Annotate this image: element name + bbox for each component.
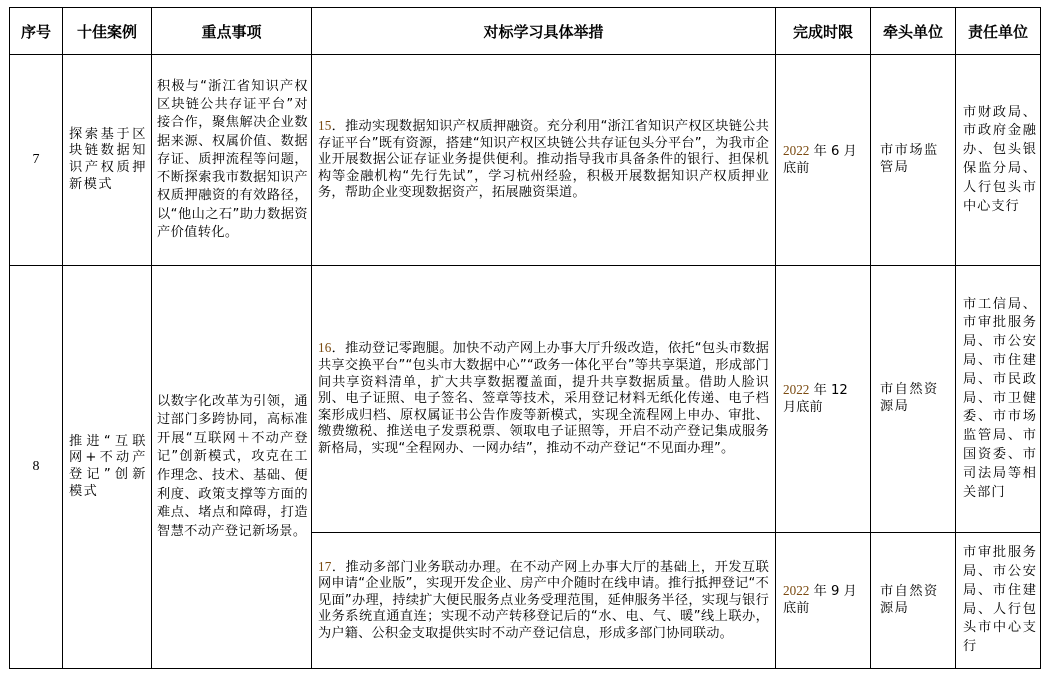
case-name: 探索基于区块链数据知识产权质押新模式 (63, 55, 152, 266)
deadline-rest: 年 9 月底前 (783, 584, 857, 616)
deadline-rest: 年 6 月底前 (783, 143, 857, 176)
row-number: 8 (10, 266, 63, 669)
deadline-year: 2022 (783, 583, 810, 599)
measure-text (312, 55, 776, 266)
focus-item: 积极与“浙江省知识产权区块链公共存证平台”对接合作，聚焦解决企业数据来源、权属价值、数据存证、质押流程等问题，不断探索我市数据知识产权质押融资的有效路径，以“他山之石”助力数据资产价值转化。 (152, 55, 312, 266)
measure-number: 16 (318, 340, 332, 356)
measure-text (312, 266, 776, 533)
measure-body: ．推动实现数据知识产权质押融资。充分利用“浙江省知识产权区块链公共存证平台”既有资源，搭建“知识产权区块链公共存证包头分平台”，为我市企业开展数据公证存证业务提供便利。推动指导我市具备条件的银行、担保机构等金融机构“先行先试”，学习杭州经验，积极开展数据知识产权质押业务，帮助企业变现数据资产，拓展融资渠道。 (318, 119, 769, 201)
deadline-rest: 年 12 月底前 (783, 382, 848, 415)
row-number: 7 (10, 55, 63, 266)
deadline (776, 55, 871, 266)
lead-unit: 市市场监管局 (871, 55, 956, 266)
header-case: 十佳案例 (63, 8, 152, 55)
deadline-year: 2022 (783, 142, 810, 158)
measure-body: ．推动登记零跑腿。加快不动产网上办事大厅升级改造，依托“包头市数据共享交换平台”“包头市大数据中心”“政务一体化平台”等共享渠道，形成部门间共享资料清单，扩大共享数据覆盖面，提升共享数据质量。借助人脸识别、电子证照、电子签名、签章等技术，采用登记材料无纸化传递、电子档案形成归档、原权属证书公告作废等新模式，实现全流程网上申办、审批、缴费缴税、推送电子发票税票、领取电子证照等，开启不动产登记集成服务新格局，实现“全程网办、一网办结”，推动不动产登记“不见面办理”。 (318, 341, 769, 456)
lead-unit: 市自然资源局 (871, 266, 956, 533)
measure-number: 17 (318, 558, 332, 574)
header-no: 序号 (10, 8, 63, 55)
focus-item: 以数字化改革为引领，通过部门多跨协同，高标准开展“互联网＋不动产登记”创新模式，攻克在工作理念、技术、基础、便利度、政策支撑等方面的难点、堵点和障碍，打造智慧不动产登记新场景。 (152, 266, 312, 669)
measure-number: 15 (318, 118, 332, 134)
header-row (10, 8, 1041, 55)
table-row (10, 55, 1041, 266)
header-deadline: 完成时限 (776, 8, 871, 55)
responsible-unit: 市工信局、市审批服务局、市公安局、市住建局、市民政局、市卫健委、市市场监管局、市国资委、市司法局等相关部门 (956, 266, 1041, 533)
lead-unit: 市自然资源局 (871, 533, 956, 669)
benchmark-measures-table (9, 7, 1041, 669)
header-measures: 对标学习具体举措 (312, 8, 776, 55)
deadline (776, 266, 871, 533)
case-name: 推进“互联网+不动产登记”创新模式 (63, 266, 152, 669)
measure-body: ．推动多部门业务联动办理。在不动产网上办事大厅的基础上，开发互联网申请“企业版”，实现开发企业、房产中介随时在线申请。推行抵押登记“不见面”办理，持续扩大便民服务点业务受理范围，延伸服务半径，实现与银行业务系统直通直连；实现不动产转移登记后的“水、电、气、暖”线上联办，为户籍、公积金支取提供实时不动产登记信息，形成多部门协同联动。 (318, 559, 769, 641)
responsible-unit: 市审批服务局、市公安局、市住建局、人行包头市中心支行 (956, 533, 1041, 669)
header-focus: 重点事项 (152, 8, 312, 55)
header-responsible-unit: 责任单位 (956, 8, 1041, 55)
measure-text (312, 533, 776, 669)
table-row (10, 266, 1041, 533)
deadline-year: 2022 (783, 381, 810, 397)
header-lead-unit: 牵头单位 (871, 8, 956, 55)
deadline (776, 533, 871, 669)
responsible-unit: 市财政局、市政府金融办、包头银保监分局、人行包头市中心支行 (956, 55, 1041, 266)
